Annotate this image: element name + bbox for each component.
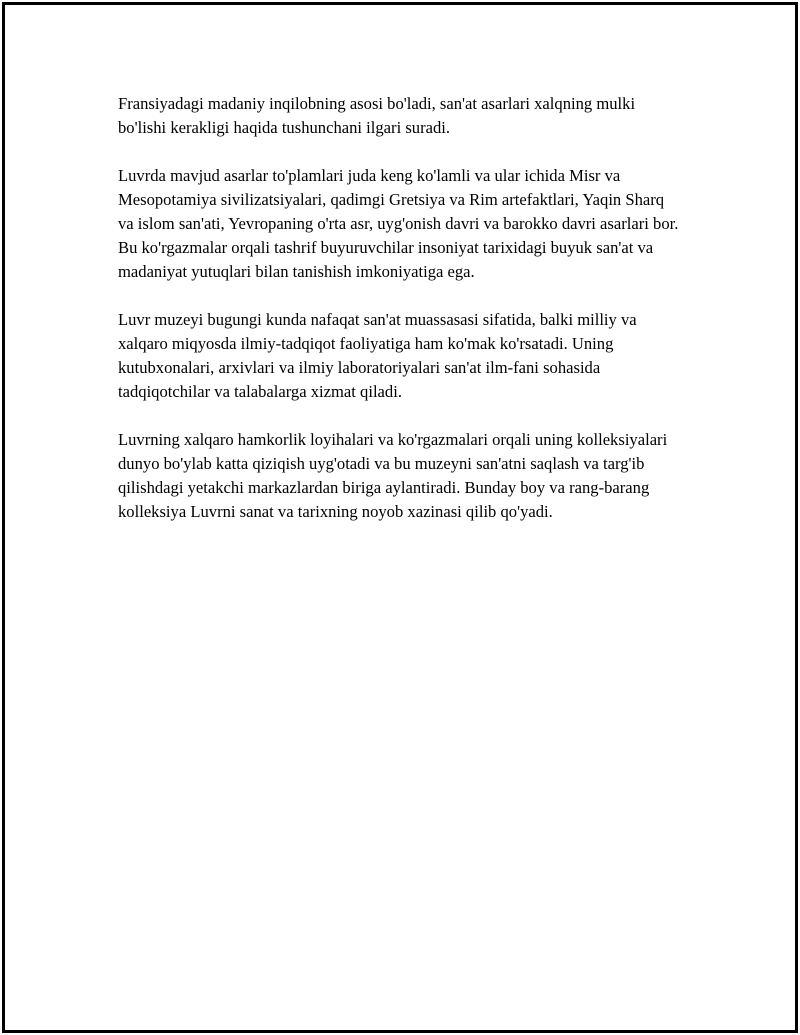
document-body <box>118 92 683 548</box>
paragraph-4: Luvrning xalqaro hamkorlik loyihalari va ko'rgazmalari orqali uning kolleksiyalari dunyo bo'ylab katta qiziqish uyg'otadi va bu muzeyni san'atni saqlash va targ'ib qilishdagi yetakchi markazlardan biriga aylantiradi. Bunday boy va rang-barang kolleksiya Luvrni sanat va tarixning noyob xazinasi qilib qo'yadi. <box>118 430 668 521</box>
paragraph-1: Fransiyadagi madaniy inqilobning asosi bo'ladi, san'at asarlari xalqning mulki bo'lishi kerakligi haqida tushunchani ilgari suradi. <box>118 94 636 137</box>
paragraph-2: Luvrda mavjud asarlar to'plamlari juda keng ko'lamli va ular ichida Misr va Mesopotamiya sivilizatsiyalari, qadimgi Gretsiya va Rim artefaktlari, Yaqin Sharq va islom san'ati, Yevropaning o'rta asr, uyg'onish davri va barokko davri asarlari bor. Bu ko'rgazmalar orqali tashrif buyuruvchilar insoniyat tarixidagi buyuk san'at va madaniyat yutuqlari bilan tanishish imkoniyatiga ega. <box>118 166 679 281</box>
paragraph-3: Luvr muzeyi bugungi kunda nafaqat san'at muassasasi sifatida, balki milliy va xalqaro miqyosda ilmiy-tadqiqot faoliyatiga ham ko'mak ko'rsatadi. Uning kutubxonalari, arxivlari va ilmiy laboratoriyalari san'at ilm-fani sohasida tadqiqotchilar va talabalarga xizmat qiladi. <box>118 310 637 401</box>
